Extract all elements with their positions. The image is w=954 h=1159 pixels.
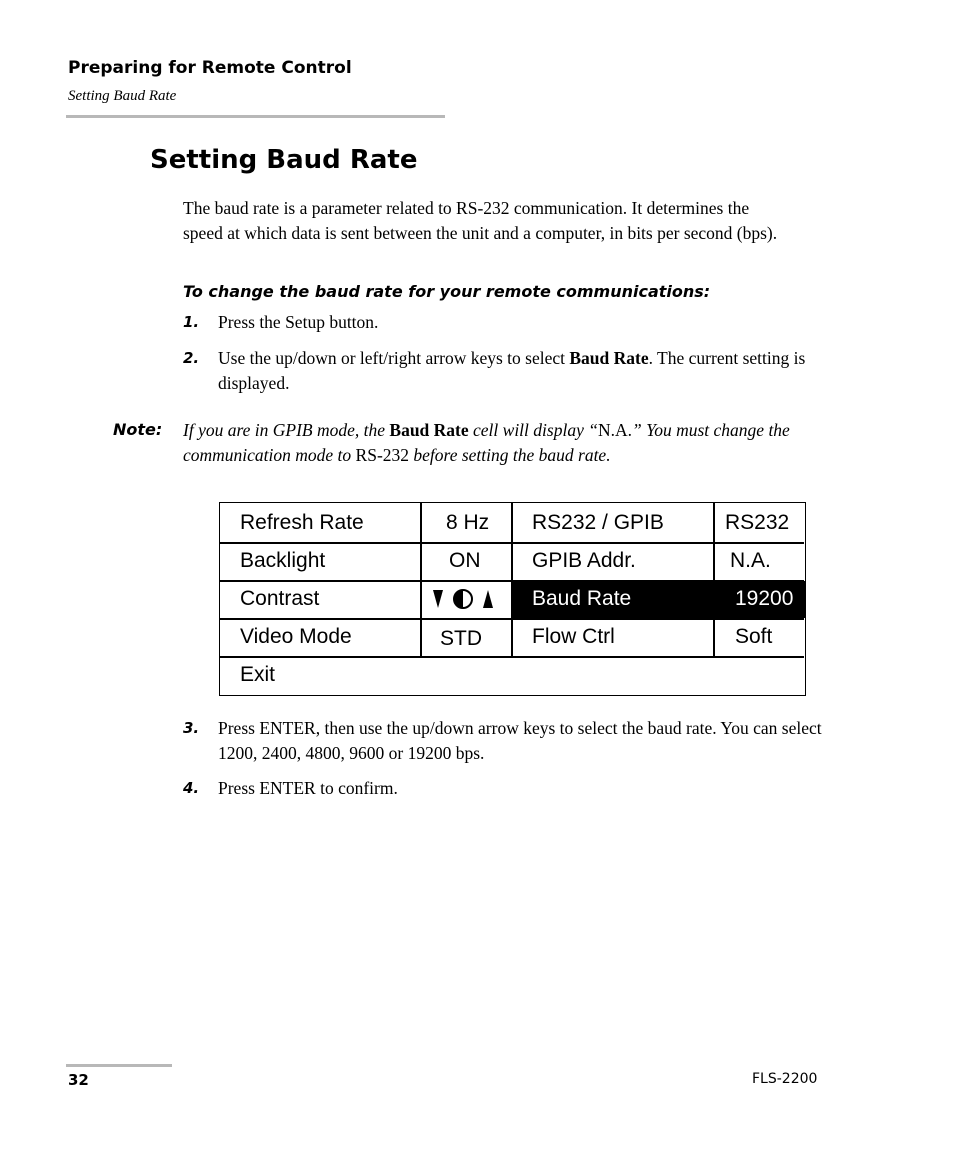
note-bold-term: Baud Rate (389, 420, 469, 440)
note-part: ” You must change the communication mode to (183, 420, 790, 465)
menu-value-rs232-gpib: RS232 (725, 511, 790, 534)
menu-label-flow-ctrl: Flow Ctrl (532, 625, 615, 648)
menu-value-baud-rate: 19200 (735, 587, 794, 610)
section-title: Setting Baud Rate (150, 145, 418, 175)
note-value: N.A. (597, 420, 632, 440)
menu-value-backlight: ON (449, 549, 481, 572)
menu-value-video-mode: STD (440, 627, 482, 650)
step-bold-term: Baud Rate (569, 348, 649, 368)
menu-label-backlight: Backlight (240, 549, 326, 572)
document-id: FLS-2200 (752, 1071, 818, 1087)
note-value: RS-232 (355, 444, 410, 465)
column-divider (511, 503, 513, 657)
footer-divider (66, 1064, 172, 1067)
running-head-subtitle: Setting Baud Rate (68, 88, 177, 104)
menu-value-flow-ctrl: Soft (735, 625, 773, 648)
setup-display-screen (219, 502, 806, 696)
header-divider (66, 115, 445, 118)
arrow-up-icon (483, 590, 493, 608)
running-head-title: Preparing for Remote Control (68, 58, 352, 78)
note-part: If you are in GPIB mode, the (183, 420, 390, 440)
procedure-heading: To change the baud rate for your remote communications: (183, 282, 711, 301)
page-number: 32 (68, 1071, 89, 1089)
menu-label-baud-rate: Baud Rate (532, 587, 632, 610)
arrow-down-icon (433, 590, 443, 608)
step-text: Press the Setup button. (218, 312, 379, 332)
step-text (218, 346, 828, 395)
step-number: 2. (183, 349, 200, 367)
menu-label-gpib-addr: GPIB Addr. (532, 549, 636, 572)
menu-label-rs232-gpib: RS232 / GPIB (532, 511, 664, 534)
contrast-control (430, 581, 510, 618)
intro-paragraph: The baud rate is a parameter related to RS-232 communication. It determines the speed at which data is sent between the unit and a computer, in bits per second (bps). (183, 198, 778, 243)
column-divider (420, 503, 422, 657)
step-number: 1. (183, 313, 200, 331)
menu-label-contrast: Contrast (240, 587, 320, 610)
column-divider (713, 503, 715, 657)
contrast-icons (430, 581, 510, 618)
menu-label-refresh-rate: Refresh Rate (240, 511, 364, 534)
step-number: 3. (183, 719, 200, 737)
note-part: before setting the baud rate. (409, 444, 611, 465)
menu-value-refresh-rate: 8 Hz (446, 511, 490, 534)
note-label: Note: (113, 420, 163, 439)
step-text-part: . The current setting is displayed. (218, 348, 806, 393)
step-number: 4. (183, 779, 200, 797)
step-text-part: Use the up/down or left/right arrow keys to select (218, 348, 570, 368)
step-text: Press ENTER to confirm. (218, 778, 398, 798)
step-text: Press ENTER, then use the up/down arrow keys to select the baud rate. You can select 1200, 2400, 4800, 9600 or 19200 bps. (218, 718, 822, 763)
menu-value-gpib-addr: N.A. (730, 549, 771, 572)
menu-label-exit: Exit (240, 663, 276, 686)
menu-label-video-mode: Video Mode (240, 625, 352, 648)
note-part: cell will display “ (468, 420, 598, 440)
note-text (183, 418, 813, 467)
